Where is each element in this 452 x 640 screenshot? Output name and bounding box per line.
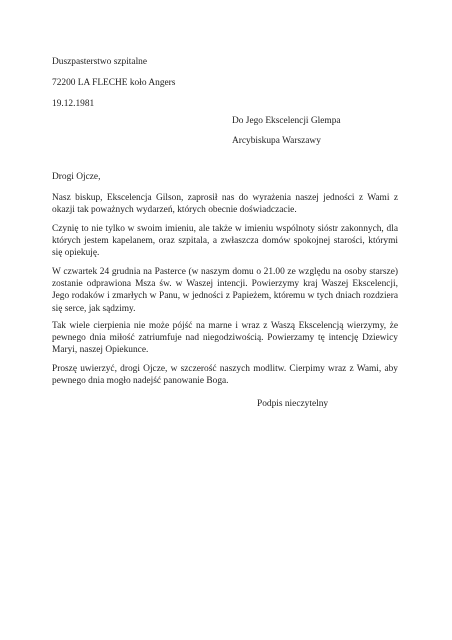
salutation: Drogi Ojcze, (52, 172, 101, 182)
paragraph-4: Tak wiele cierpienia nie może pójść na marne i wraz z Waszą Ekscelencją wierzymy, że pewnego dnia miłość zatriumfuje nad niegodziwością. Powierzamy tę intencję Dziewicy Maryi, naszej Opiekunce. (52, 321, 398, 356)
paragraph-3: W czwartek 24 grudnia na Pasterce (w naszym domu o 21.00 ze względu na osoby starsze) zostanie odprawiona Msza św. w Waszej intencji. Powierzymy kraj Waszej Ekscelencji, Jego rodaków i zmarłych w Panu, w jedności z Papieżem, któremu w tych dniach rozdziera się serce, jak sądzimy. (52, 267, 398, 314)
recipient-title: Arcybiskupa Warszawy (232, 136, 321, 146)
sender-address: 72200 LA FLECHE koło Angers (52, 78, 176, 88)
letter-date: 19.12.1981 (52, 99, 95, 109)
paragraph-1: Nasz biskup, Ekscelencja Gilson, zaprosił nas do wyrażenia naszej jedności z Wami z okazji tak poważnych wydarzeń, których obecnie doświadczacie. (52, 193, 398, 216)
paragraph-5: Proszę uwierzyć, drogi Ojcze, w szczerość naszych modlitw. Cierpimy wraz z Wami, aby pewnego dnia mogło nadejść panowanie Boga. (52, 364, 398, 387)
sender-institution: Duszpasterstwo szpitalne (52, 57, 148, 67)
recipient-name: Do Jego Ekscelencji Glempa (232, 116, 341, 126)
paragraph-2: Czynię to nie tylko w swoim imieniu, ale także w imieniu wspólnoty sióstr zakonnych, dla których jestem kapelanem, oraz szpitala, a zwłaszcza domów spokojnej starości, którymi się opiekuję. (52, 224, 398, 259)
signature: Podpis nieczytelny (257, 399, 329, 409)
